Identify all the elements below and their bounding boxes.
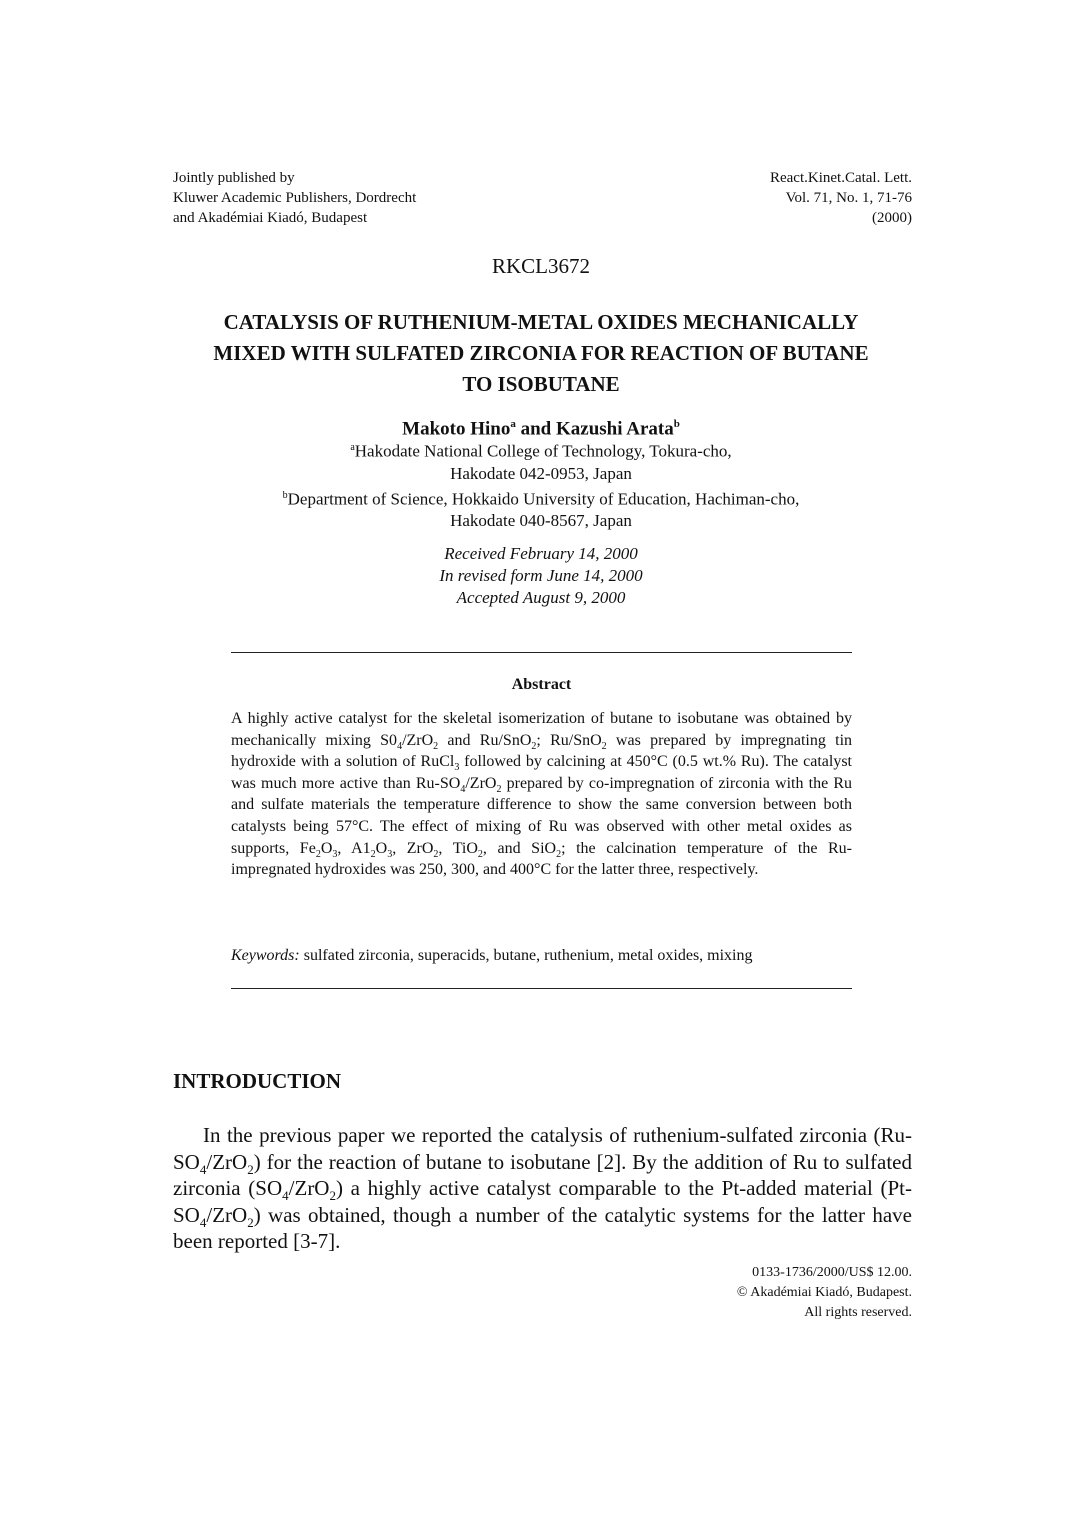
author-connector: and <box>515 418 556 440</box>
submission-dates <box>160 543 922 609</box>
copyright-footer <box>737 1263 912 1323</box>
abstract-top-divider <box>231 652 852 653</box>
affil-mark: a <box>350 442 355 453</box>
affil-mark: b <box>282 489 288 501</box>
introduction-paragraph: In the previous paper we reported the catalysis of ruthenium-sulfated zirconia $(Ru-SO_4/ZrO_2)$ for the reaction of butane to isobutane [2]. By the addition of Ru to sulfated zirconia $(SO_4/ZrO_2)$ a highly active catalyst comparable to the Pt-added material $(Pt-SO_4/ZrO_2)$ was obtained, though a number of the catalytic systems for the latter have been reported [3-7]. <box>173 1123 912 1253</box>
affil-text: Department of Science, Hokkaido University of Education, Hachiman-cho, <box>287 489 800 509</box>
journal-volume: Vol. 71, No. 1, 71-76 <box>785 190 912 206</box>
affiliation-a-address: Hakodate 042-0953, Japan <box>450 463 632 483</box>
author-name: Kazushi Arata <box>556 418 674 440</box>
author-affil-mark: b <box>673 418 680 430</box>
publisher-line: and Akadémiai Kiadó, Budapest <box>173 210 368 226</box>
revised-date: In revised form June 14, 2000 <box>439 566 643 585</box>
journal-name: React.Kinet.Catal. Lett. <box>769 170 912 186</box>
author-affil-mark: a <box>510 418 516 430</box>
abstract-text: A highly active catalyst for the skeletal isomerization of butane to isobutane was obtained by mechanically mixing $S0_4/ZrO_2$ and Ru/SnO$_2$; Ru/SnO$_2$ was prepared by impregnating tin hydroxide with a solution of RuCl$_3$ followed by calcining at 450°C (0.5 wt.% Ru). The catalyst was much more active than $Ru-SO_4/ZrO_2$ prepared by co-impregnation of zirconia with the Ru and sulfate materials the temperature difference to show the same conversion between both catalysts being 57°C. The effect of mixing of Ru was observed with other metal oxides as supports, $Fe_2O_3$, $A1_2O_3$, ZrO$_2$, TiO$_2$, and SiO$_2$; the calcination temperature of the Ru-impregnated hydroxides was 250, 300, and 400°C for the latter three, respectively. <box>231 710 853 879</box>
issn-price: 0133-1736/2000/US$ 12.00. <box>752 1265 912 1280</box>
affil-text: Hakodate National College of Technology, Tokura-cho, <box>354 441 732 461</box>
keywords-list: sulfated zirconia, superacids, butane, ruthenium, metal oxides, mixing <box>299 947 753 964</box>
title-line: MIXED WITH SULFATED ZIRCONIA FOR REACTION OF BUTANE <box>213 341 869 365</box>
article-code: RKCL3672 <box>491 254 590 278</box>
received-date: Received February 14, 2000 <box>444 544 638 563</box>
journal-year: (2000) <box>872 210 912 226</box>
affiliations <box>160 437 922 532</box>
publisher-info <box>173 168 416 228</box>
affiliation-a <box>160 437 922 463</box>
abstract-bottom-divider <box>231 988 852 989</box>
publisher-line: Kluwer Academic Publishers, Dordrecht <box>173 190 417 206</box>
abstract-heading: Abstract <box>511 676 572 693</box>
affiliation-b <box>160 485 922 511</box>
rights-notice: All rights reserved. <box>804 1305 912 1320</box>
copyright-notice: © Akadémiai Kiadó, Budapest. <box>736 1285 912 1300</box>
journal-citation <box>770 168 912 228</box>
title-line: TO ISOBUTANE <box>462 372 620 396</box>
accepted-date: Accepted August 9, 2000 <box>456 588 626 607</box>
keywords-label: Keywords: <box>231 947 300 964</box>
author-name: Makoto Hino <box>402 418 511 440</box>
paper-title <box>160 307 922 400</box>
title-line: CATALYSIS OF RUTHENIUM-METAL OXIDES MECHANICALLY <box>223 310 859 334</box>
publisher-line: Jointly published by <box>173 170 295 186</box>
affiliation-b-address: Hakodate 040-8567, Japan <box>450 511 632 531</box>
keywords <box>231 945 852 966</box>
introduction-heading: INTRODUCTION <box>173 1069 342 1093</box>
